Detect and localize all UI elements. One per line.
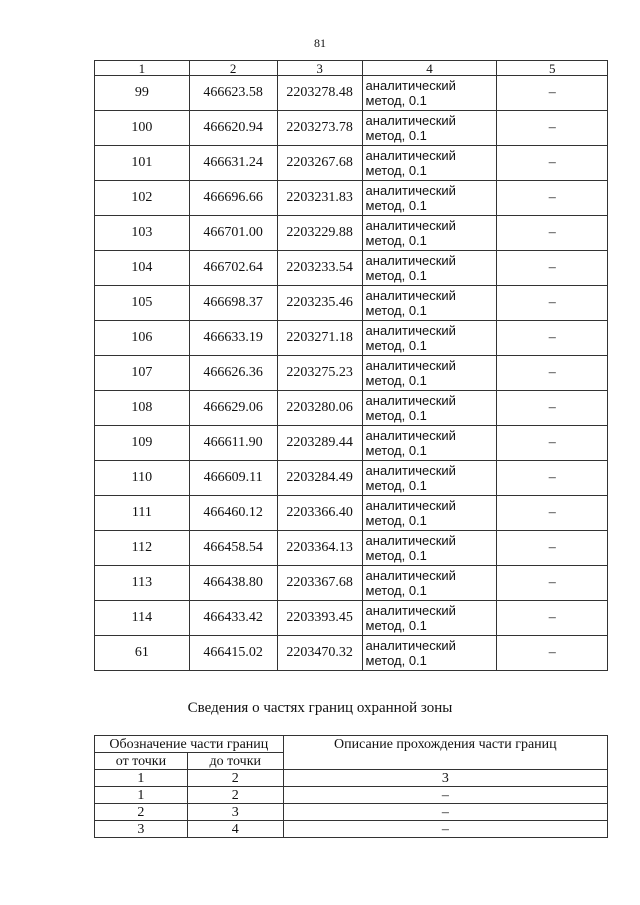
- table-row: [95, 601, 608, 636]
- method-cell: [362, 356, 497, 391]
- y-coordinate-cell: 2203367.68: [277, 566, 362, 601]
- method-line: аналитический: [365, 358, 456, 373]
- y-coordinate-cell: 2203278.48: [277, 76, 362, 111]
- coordinates-table: [94, 60, 608, 671]
- table-row: [95, 286, 608, 321]
- table-row: [95, 496, 608, 531]
- y-coordinate-cell: 2203289.44: [277, 426, 362, 461]
- x-coordinate-cell: 466626.36: [189, 356, 277, 391]
- column-5-cell: –: [497, 146, 608, 181]
- column-number: 2: [187, 770, 283, 787]
- column-5-cell: –: [497, 426, 608, 461]
- method-cell: [362, 321, 497, 356]
- table-row: [95, 821, 608, 838]
- method-line: аналитический: [365, 533, 456, 548]
- method-line: аналитический: [365, 638, 456, 653]
- method-line: аналитический: [365, 78, 456, 93]
- point-number-cell: 105: [95, 286, 190, 321]
- method-line: аналитический: [365, 183, 456, 198]
- method-cell: [362, 391, 497, 426]
- column-5-cell: –: [497, 356, 608, 391]
- x-coordinate-cell: 466631.24: [189, 146, 277, 181]
- method-line: метод, 0.1: [365, 373, 427, 388]
- method-cell: [362, 111, 497, 146]
- table-row: [95, 461, 608, 496]
- point-number-cell: 110: [95, 461, 190, 496]
- point-number-cell: 109: [95, 426, 190, 461]
- column-5-cell: –: [497, 531, 608, 566]
- y-coordinate-cell: 2203267.68: [277, 146, 362, 181]
- x-coordinate-cell: 466611.90: [189, 426, 277, 461]
- y-coordinate-cell: 2203233.54: [277, 251, 362, 286]
- x-coordinate-cell: 466438.80: [189, 566, 277, 601]
- method-line: метод, 0.1: [365, 338, 427, 353]
- table-header-row: [95, 736, 608, 753]
- description-cell: –: [283, 821, 607, 838]
- column-5-cell: –: [497, 566, 608, 601]
- column-5-cell: –: [497, 216, 608, 251]
- column-header: 2: [189, 61, 277, 76]
- method-line: аналитический: [365, 428, 456, 443]
- method-line: метод, 0.1: [365, 583, 427, 598]
- point-number-cell: 100: [95, 111, 190, 146]
- table-row: [95, 566, 608, 601]
- table-row: [95, 804, 608, 821]
- method-line: метод, 0.1: [365, 93, 427, 108]
- y-coordinate-cell: 2203229.88: [277, 216, 362, 251]
- y-coordinate-cell: 2203284.49: [277, 461, 362, 496]
- boundary-parts-table: [94, 735, 608, 838]
- method-cell: [362, 461, 497, 496]
- method-line: метод, 0.1: [365, 163, 427, 178]
- section-title: Сведения о частях границ охранной зоны: [187, 700, 453, 716]
- method-cell: [362, 216, 497, 251]
- method-line: аналитический: [365, 288, 456, 303]
- column-5-cell: –: [497, 496, 608, 531]
- table-row: [95, 531, 608, 566]
- from-point-cell: 1: [95, 787, 188, 804]
- y-coordinate-cell: 2203275.23: [277, 356, 362, 391]
- table-row: [95, 356, 608, 391]
- method-line: метод, 0.1: [365, 513, 427, 528]
- method-line: метод, 0.1: [365, 128, 427, 143]
- table-row: [95, 216, 608, 251]
- column-5-cell: –: [497, 461, 608, 496]
- point-number-cell: 103: [95, 216, 190, 251]
- method-line: аналитический: [365, 218, 456, 233]
- table-row: [95, 146, 608, 181]
- method-line: метод, 0.1: [365, 198, 427, 213]
- column-5-cell: –: [497, 286, 608, 321]
- column-header: 4: [362, 61, 497, 76]
- point-number-cell: 113: [95, 566, 190, 601]
- x-coordinate-cell: 466702.64: [189, 251, 277, 286]
- from-point-cell: 3: [95, 821, 188, 838]
- method-line: аналитический: [365, 253, 456, 268]
- method-line: метод, 0.1: [365, 303, 427, 318]
- column-header-to: до точки: [187, 753, 283, 770]
- table-header-row: [95, 61, 608, 76]
- to-point-cell: 3: [187, 804, 283, 821]
- y-coordinate-cell: 2203366.40: [277, 496, 362, 531]
- table-row: [95, 321, 608, 356]
- to-point-cell: 2: [187, 787, 283, 804]
- column-5-cell: –: [497, 391, 608, 426]
- column-5-cell: –: [497, 111, 608, 146]
- method-line: аналитический: [365, 393, 456, 408]
- method-cell: [362, 531, 497, 566]
- x-coordinate-cell: 466698.37: [189, 286, 277, 321]
- method-cell: [362, 251, 497, 286]
- method-line: метод, 0.1: [365, 618, 427, 633]
- y-coordinate-cell: 2203273.78: [277, 111, 362, 146]
- description-cell: –: [283, 804, 607, 821]
- x-coordinate-cell: 466701.00: [189, 216, 277, 251]
- x-coordinate-cell: 466623.58: [189, 76, 277, 111]
- method-cell: [362, 636, 497, 671]
- method-line: аналитический: [365, 498, 456, 513]
- to-point-cell: 4: [187, 821, 283, 838]
- y-coordinate-cell: 2203393.45: [277, 601, 362, 636]
- description-cell: –: [283, 787, 607, 804]
- point-number-cell: 108: [95, 391, 190, 426]
- method-cell: [362, 286, 497, 321]
- method-line: аналитический: [365, 113, 456, 128]
- y-coordinate-cell: 2203280.06: [277, 391, 362, 426]
- method-cell: [362, 496, 497, 531]
- table-row: [95, 391, 608, 426]
- column-5-cell: –: [497, 251, 608, 286]
- method-line: аналитический: [365, 148, 456, 163]
- method-cell: [362, 426, 497, 461]
- point-number-cell: 107: [95, 356, 190, 391]
- method-line: метод, 0.1: [365, 653, 427, 668]
- from-point-cell: 2: [95, 804, 188, 821]
- y-coordinate-cell: 2203231.83: [277, 181, 362, 216]
- table-row: [95, 251, 608, 286]
- column-5-cell: –: [497, 76, 608, 111]
- x-coordinate-cell: 466629.06: [189, 391, 277, 426]
- method-line: аналитический: [365, 568, 456, 583]
- column-5-cell: –: [497, 636, 608, 671]
- column-5-cell: –: [497, 181, 608, 216]
- table-row: [95, 787, 608, 804]
- column-number-row: [95, 770, 608, 787]
- point-number-cell: 111: [95, 496, 190, 531]
- table-row: [95, 111, 608, 146]
- column-header: 5: [497, 61, 608, 76]
- method-line: аналитический: [365, 463, 456, 478]
- method-line: метод, 0.1: [365, 478, 427, 493]
- point-number-cell: 101: [95, 146, 190, 181]
- table-row: [95, 76, 608, 111]
- x-coordinate-cell: 466696.66: [189, 181, 277, 216]
- method-line: аналитический: [365, 603, 456, 618]
- method-cell: [362, 181, 497, 216]
- x-coordinate-cell: 466620.94: [189, 111, 277, 146]
- y-coordinate-cell: 2203364.13: [277, 531, 362, 566]
- y-coordinate-cell: 2203271.18: [277, 321, 362, 356]
- method-cell: [362, 566, 497, 601]
- point-number-cell: 102: [95, 181, 190, 216]
- column-header-description: Описание прохождения части границ: [283, 736, 607, 770]
- point-number-cell: 104: [95, 251, 190, 286]
- column-5-cell: –: [497, 321, 608, 356]
- table-row: [95, 636, 608, 671]
- column-header-from: от точки: [95, 753, 188, 770]
- method-line: метод, 0.1: [365, 233, 427, 248]
- column-number: 1: [95, 770, 188, 787]
- x-coordinate-cell: 466433.42: [189, 601, 277, 636]
- table-row: [95, 426, 608, 461]
- method-line: метод, 0.1: [365, 443, 427, 458]
- point-number-cell: 114: [95, 601, 190, 636]
- point-number-cell: 99: [95, 76, 190, 111]
- method-line: аналитический: [365, 323, 456, 338]
- column-5-cell: –: [497, 601, 608, 636]
- x-coordinate-cell: 466415.02: [189, 636, 277, 671]
- column-number: 3: [283, 770, 607, 787]
- x-coordinate-cell: 466609.11: [189, 461, 277, 496]
- page-number: 81: [314, 36, 326, 50]
- x-coordinate-cell: 466458.54: [189, 531, 277, 566]
- point-number-cell: 61: [95, 636, 190, 671]
- y-coordinate-cell: 2203235.46: [277, 286, 362, 321]
- method-cell: [362, 76, 497, 111]
- method-line: метод, 0.1: [365, 548, 427, 563]
- table-row: [95, 181, 608, 216]
- method-cell: [362, 601, 497, 636]
- point-number-cell: 112: [95, 531, 190, 566]
- method-cell: [362, 146, 497, 181]
- method-line: метод, 0.1: [365, 408, 427, 423]
- column-group-header: Обозначение части границ: [95, 736, 284, 753]
- column-header: 3: [277, 61, 362, 76]
- x-coordinate-cell: 466633.19: [189, 321, 277, 356]
- method-line: метод, 0.1: [365, 268, 427, 283]
- point-number-cell: 106: [95, 321, 190, 356]
- x-coordinate-cell: 466460.12: [189, 496, 277, 531]
- y-coordinate-cell: 2203470.32: [277, 636, 362, 671]
- column-header: 1: [95, 61, 190, 76]
